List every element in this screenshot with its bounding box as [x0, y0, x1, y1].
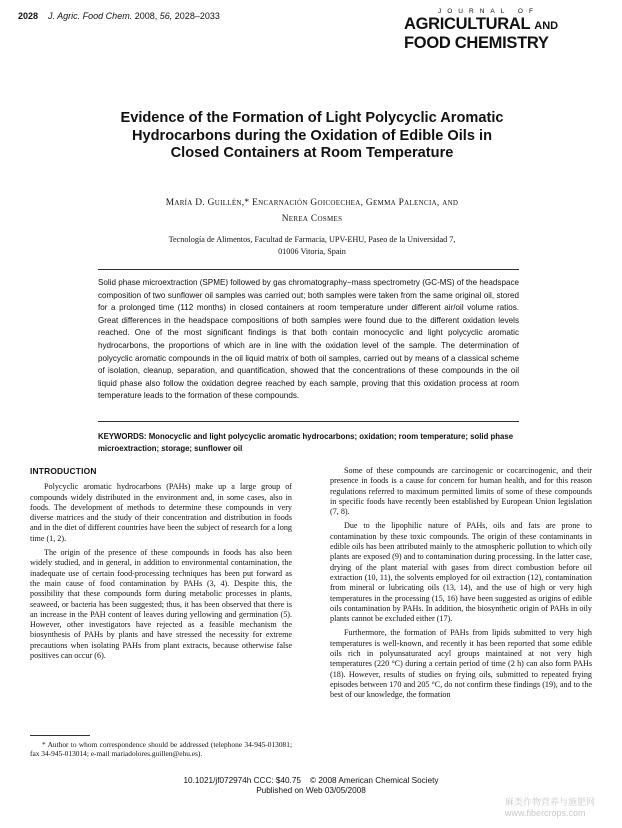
page-number: 2028 [18, 11, 39, 21]
journal-logo-line2: FOOD CHEMISTRY [404, 34, 549, 52]
abstract: Solid phase microextraction (SPME) followed by gas chromatography−mass spectrometry (GC-MS) of the headspace composition of two sunflower oil samples was carried out; both samples were taken from the same original oil, stored for a prolonged time (112 months) in closed containers at room temperature under different air/oil volume ratios. Great differences in the headspace compositions of both samples were found due to the different oxidation levels reached. One of the most significant findings is that both contain monocyclic and light polycyclic aromatic hydrocarbons, the proportions of which are in line with the oxidation level of the sample. The determination of polycyclic aromatic compounds in the oil liquid matrix of both oil samples, carried out by means of a classical scheme of isolation, cleanup, separation, and quantification, showed that the concentrations of these compounds in the oil liquid phase also follow the oxidation degree reached by each sample, proving that this oxidation process at room temperature leads to the formation of these compounds. [98, 278, 519, 401]
watermark [505, 797, 595, 818]
authors-line-1: María D. Guillén,* Encarnación Goicoechea, Gemma Palencia, and [165, 198, 459, 208]
body-paragraph: Due to the lipophilic nature of PAHs, oils and fats are prone to contamination by these toxic compounds. The origin of these contaminants in edible oils has been attributed mainly to the atmospheric pollution to which oily plants are exposed (9) and to contamination during processing. In the latter case, drying of the plant material with gases from direct combustion before oil extraction (10, 11), the solvents employed for oil extraction (12), contamination from mineral or lubricating oils (13, 14), and the use of high or very high temperatures in the processing (15, 16) have been suggested as origins of edible oils contamination by PAHs. In addition, the biosynthetic origin of PAHs in oily plants cannot be excluded either (17). [330, 521, 592, 624]
journal-logo [404, 7, 604, 52]
journal-logo-top: JOURNAL OF [438, 8, 539, 15]
authors-line-2: Nerea Cosmes [281, 214, 343, 224]
journal-logo-line1 [404, 16, 604, 35]
body-paragraph: Some of these compounds are carcinogenic or cocarcinogenic, and their presence in foods is a cause for concern for human health, and for this reason regulations referred to maximum permitted limits of some of these compounds in specific foods have recently been established by European Union legislation (7, 8). [330, 466, 592, 517]
body-paragraph: The origin of the presence of these compounds in foods has also been widely studied, and in general, in addition to environmental contamination, the inadequate use of certain food-processing techniques has been put forward as the main cause of food contamination by PAHs (3, 4). Despite this, the possibility that these compounds form during metabolic processes in plants, seaweed, or bacteria has been suggested; thus, it has been observed that there is an increase in the PAH content of leaves during yellowing and germination (5). However, other investigators have rejected as a feasible mechanism the biosynthesis of PAHs by plants and have stressed the necessity for extreme precautions when isolating PAHs from plant extracts, because otherwise false positives can occur (6). [30, 548, 292, 661]
watermark-line-2: www.fibercrops.com [505, 807, 586, 818]
article-affiliation [110, 234, 514, 259]
doi-line: 10.1021/jf072974h CCC: $40.75 © 2008 American Chemical Society [183, 776, 439, 785]
abstract-bottom-rule [98, 421, 519, 422]
citation-line [48, 11, 220, 21]
body-column-right [330, 466, 592, 701]
affiliation-line-1: Tecnología de Alimentos, Facultad de Farmacia, UPV-EHU, Paseo de la Universidad 7, [168, 235, 456, 244]
body-paragraph: Polycyclic aromatic hydrocarbons (PAHs) make up a large group of compounds widely distributed in the environment and, in some cases, also in foods. The development of methods to determine these compounds in very diverse matrices and the study of their concentration and distribution in foods and in the diet of different countries have been the subject of research for a long time (1, 2). [30, 482, 292, 543]
keywords [98, 431, 519, 456]
published-line: Published on Web 03/05/2008 [256, 786, 366, 795]
page-footer [160, 776, 462, 796]
abstract-top-rule [98, 269, 519, 270]
journal-logo-and: AND [534, 20, 559, 32]
keywords-text: Monocyclic and light polycyclic aromatic hydrocarbons; oxidation; room temperature; solid phase microextraction; storage; sunflower oil [98, 432, 514, 454]
citation-volume: 56, [159, 11, 173, 21]
body-paragraph: Furthermore, the formation of PAHs from lipids submitted to very high temperatures is well-known, and recently it has been reported that some edible oils rich in polyunsaturated acyl groups maintained at not very high temperatures (220 °C) during a certain period of time (2 h) can also form PAHs (18). However, results of studies on frying oils, submitted to repeated frying episodes between 170 and 205 °C, do not confirm these findings (19), and to the best of our knowledge, the formation [330, 628, 592, 700]
correspondence-footnote: * Author to whom correspondence should be addressed (telephone 34-945-013081; fax 34-945-013014; e-mail mariadolores.guillen@ehu.es). [30, 740, 292, 759]
section-heading-introduction: INTRODUCTION [30, 466, 97, 476]
footnote-rule [30, 735, 90, 736]
body-column-left [30, 466, 292, 661]
article-title: Evidence of the Formation of Light Polycyclic Aromatic Hydrocarbons during the Oxidation of Edible Oils in Closed Containers at Room Temperature [120, 110, 504, 162]
citation-year: 2008, [134, 11, 158, 21]
citation-journal: J. Agric. Food Chem. [48, 11, 133, 21]
keywords-label: KEYWORDS: [98, 432, 147, 441]
watermark-line-1: 麻类作物营养与施肥网 [505, 797, 596, 807]
citation-pages: 2028–2033 [174, 11, 220, 21]
journal-logo-agricultural: AGRICULTURAL [404, 15, 530, 33]
affiliation-line-2: 01006 Vitoria, Spain [278, 247, 346, 257]
article-authors [110, 195, 514, 227]
